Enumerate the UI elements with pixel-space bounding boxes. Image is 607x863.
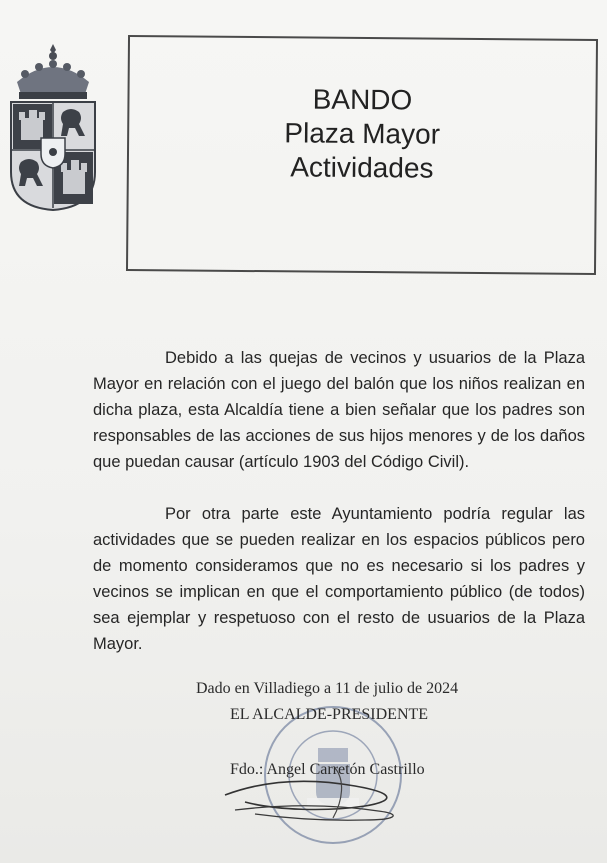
coat-of-arms-icon xyxy=(5,42,101,212)
title-line-plaza-mayor: Plaza Mayor xyxy=(284,117,441,150)
paragraph-regulation: Por otra parte este Ayuntamiento podría regular las actividades que se pueden realizar en los espacios públicos pero de momento consideramos que no es necesario si los padres y vecinos se implican en que el comportamiento público (de todos) sea ejemplar y respetuoso con el resto de usuarios de la Plaza Mayor. xyxy=(93,505,585,653)
page-title xyxy=(129,81,596,187)
title-box xyxy=(126,35,598,275)
handwritten-signature xyxy=(215,740,415,830)
title-line-bando: BANDO xyxy=(312,83,413,116)
title-line-actividades: Actividades xyxy=(290,151,434,184)
mayor-title: EL ALCALDE-PRESIDENTE xyxy=(230,706,429,723)
date-place-line: Dado en Villadiego a 11 de julio de 2024 xyxy=(196,680,459,697)
signatory-name: Fdo.: Angel Carretón Castrillo xyxy=(230,761,425,778)
paragraph-complaints: Debido a las quejas de vecinos y usuarios de la Plaza Mayor en relación con el juego del balón que los niños realizan en dicha plaza, esta Alcaldía tiene a bien señalar que los padres son responsables de las acciones de sus hijos menores y de los daños que puedan causar (artículo 1903 del Código Civil). xyxy=(93,349,585,471)
announcement-body xyxy=(93,345,585,683)
